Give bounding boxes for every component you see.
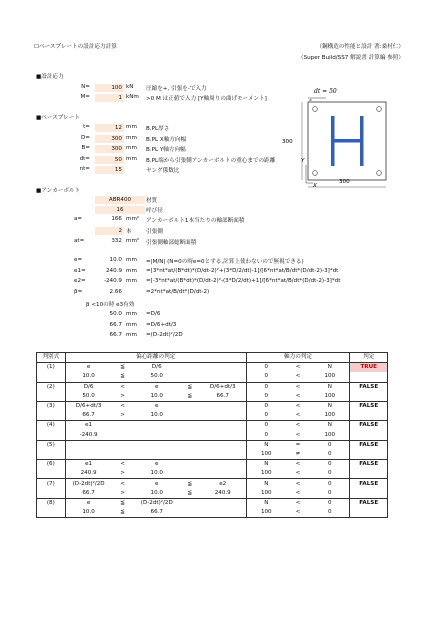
- at-label: at=: [74, 238, 85, 244]
- eccentricity-cell: [180, 431, 200, 441]
- table-row: [37, 401, 388, 411]
- sub-unit: mm: [126, 311, 137, 317]
- row-id-blank: [37, 489, 66, 499]
- eccentricity-cell: [112, 431, 134, 441]
- column-web: [334, 139, 360, 143]
- header-axial: 軸力の判定: [246, 353, 350, 363]
- row-id-blank: [37, 392, 66, 402]
- row-id: (4): [37, 421, 66, 431]
- table-row: [37, 440, 388, 450]
- axial-cell: <: [286, 508, 310, 518]
- axial-cell: 0: [328, 470, 332, 477]
- eccentricity-cell: [200, 363, 246, 373]
- sub-value: 50.0: [109, 311, 122, 317]
- table-row: [37, 363, 388, 373]
- axial-cell: 0: [246, 421, 286, 431]
- eccentricity-cell: e: [134, 479, 180, 489]
- eccentricity-cell: e1: [65, 421, 111, 431]
- table-header-row: [37, 353, 388, 363]
- eccentricity-cell: 66.7: [65, 489, 111, 499]
- axial-cell: 100: [324, 431, 336, 438]
- table-row: [37, 392, 388, 402]
- eccentricity-cell: ≦: [180, 479, 200, 489]
- table-row: [37, 411, 388, 421]
- axial-cell: N: [246, 460, 286, 470]
- result-cell: FALSE: [350, 440, 388, 450]
- row-id: (8): [37, 498, 66, 508]
- result-cell: TRUE: [350, 363, 388, 373]
- axial-cell: 100: [246, 469, 286, 479]
- eccentricity-cell: [180, 440, 200, 450]
- plate-unit: mm: [126, 145, 137, 151]
- eccentricity-cell: e: [134, 401, 180, 411]
- result-cell: FALSE: [350, 460, 388, 470]
- eccentricity-cell: [180, 508, 200, 518]
- dt-label: dt = 50: [314, 88, 337, 95]
- x-axis-label: X: [313, 183, 317, 189]
- bolt-count-desc: 引張側: [146, 229, 163, 235]
- force-unit: kNm: [126, 94, 139, 100]
- eccentricity-cell: e: [134, 460, 180, 470]
- axial-cell: <: [295, 373, 301, 380]
- column-flange-right: [360, 116, 364, 166]
- row-id: (6): [37, 460, 66, 470]
- eccentricity-cell: >: [120, 489, 125, 496]
- eccentricity-cell: >: [120, 392, 125, 399]
- plate-value-field[interactable]: 15: [95, 166, 124, 174]
- axial-cell: N: [246, 498, 286, 508]
- calc-value: 2.66: [109, 288, 122, 295]
- header-formula: 判別式: [37, 353, 66, 363]
- calc-label: β=: [74, 288, 83, 295]
- result-blank: [350, 431, 388, 441]
- eccentricity-cell: e2: [200, 479, 246, 489]
- axial-cell: <: [286, 382, 310, 392]
- eccentricity-cell: [65, 440, 111, 450]
- a-desc: アンカーボルト1本当たりの軸部断面積: [146, 218, 245, 224]
- bolt-count-unit: 本: [126, 229, 132, 235]
- a-unit: mm²: [126, 216, 140, 222]
- eccentricity-cell: [180, 421, 200, 431]
- table-row: [37, 498, 388, 508]
- axial-cell: 0: [246, 363, 286, 373]
- axial-cell: 100: [324, 412, 336, 419]
- plate-value-field[interactable]: 300: [95, 145, 124, 153]
- eccentricity-cell: [180, 450, 200, 460]
- plate-value-field[interactable]: 50: [95, 156, 124, 164]
- eccentricity-cell: [180, 469, 200, 479]
- plate-desc: B.PL Y軸方向幅: [146, 147, 186, 153]
- result-blank: [350, 489, 388, 499]
- axial-cell: 0: [310, 508, 350, 518]
- eccentricity-cell: e1: [65, 460, 111, 470]
- result-cell: FALSE: [350, 382, 388, 392]
- force-value-field[interactable]: 1: [95, 94, 124, 102]
- eccentricity-cell: <: [112, 401, 134, 411]
- plate-label: dt=: [79, 155, 90, 162]
- eccentricity-cell: [134, 421, 180, 431]
- at-value: 332: [111, 238, 122, 244]
- eccentricity-cell: <: [112, 382, 134, 392]
- eccentricity-cell: [112, 440, 134, 450]
- axial-cell: <: [286, 498, 310, 508]
- axial-cell: N: [246, 440, 286, 450]
- plate-unit: mm: [126, 124, 137, 130]
- result-blank: [350, 508, 388, 518]
- row-id-blank: [37, 469, 66, 479]
- axial-cell: 0: [310, 498, 350, 508]
- axial-cell: 0: [310, 479, 350, 489]
- a-label: a=: [74, 216, 83, 222]
- axial-cell: 0: [246, 401, 286, 411]
- plate-value-field[interactable]: 300: [95, 135, 124, 143]
- eccentricity-cell: ≦: [112, 508, 134, 518]
- plate-desc: B.PL X軸方向幅: [146, 136, 187, 143]
- sub-formula: =D/6: [146, 311, 161, 317]
- eccentricity-cell: 240.9: [65, 469, 111, 479]
- axial-cell: 0: [310, 460, 350, 470]
- table-row: [37, 431, 388, 441]
- calc-formula: =2*nt*at/B/dt*(D/dt-2): [146, 288, 210, 295]
- reference-1: （鋼構造の性能と設計 著:桑村仁）: [316, 44, 404, 50]
- axial-cell: 0: [246, 392, 286, 402]
- result-cell: FALSE: [350, 401, 388, 411]
- axial-cell: N: [310, 401, 350, 411]
- axial-cell: 100: [246, 489, 286, 499]
- bottom-dim-label: 300: [339, 179, 350, 185]
- header-result: 判定: [350, 353, 388, 363]
- axial-cell: <: [286, 421, 310, 431]
- eccentricity-cell: 50.0: [150, 373, 163, 380]
- judgement-table: [36, 352, 388, 518]
- header-eccentricity: 偏心距離の判定: [65, 353, 246, 363]
- calc-formula: =[-3*nt*at/(B*dt)*(D/dt-2)²-(3*D/2/dt)+1]/[6*nt*at/B/dt*(D/dt-2)-3]*dt: [146, 278, 341, 284]
- eccentricity-cell: [200, 372, 246, 382]
- plate-unit: mm: [126, 134, 137, 141]
- eccentricity-cell: [134, 440, 180, 450]
- row-id-blank: [37, 372, 66, 382]
- sub-unit: mm: [126, 332, 137, 338]
- at-unit: mm²: [126, 238, 140, 244]
- eccentricity-cell: 10.0: [65, 372, 111, 382]
- section-anchor-bolt: ■アンカーボルト: [36, 188, 81, 194]
- y-axis-label: Y: [301, 158, 305, 164]
- result-blank: [350, 392, 388, 402]
- axial-cell: 0: [246, 411, 286, 421]
- result-cell: FALSE: [350, 421, 388, 431]
- eccentricity-cell: 10.0: [65, 508, 111, 518]
- result-blank: [350, 372, 388, 382]
- axial-cell: 100: [324, 373, 336, 380]
- calc-unit: mm: [126, 257, 137, 263]
- plate-value-field[interactable]: 12: [95, 124, 124, 132]
- eccentricity-cell: [180, 401, 200, 411]
- diameter-field[interactable]: 16: [95, 206, 145, 214]
- axial-cell: 100: [324, 392, 336, 399]
- eccentricity-cell: 66.7: [134, 508, 180, 518]
- eccentricity-cell: 66.7: [65, 411, 111, 421]
- eccentricity-cell: 50.0: [65, 392, 111, 402]
- eccentricity-cell: ≦: [112, 498, 134, 508]
- plate-desc: ヤング係数比: [146, 168, 180, 174]
- eccentricity-cell: D/6: [65, 382, 111, 392]
- force-value-field[interactable]: 100: [95, 84, 124, 92]
- bolt-count-field[interactable]: 2: [95, 227, 124, 235]
- sub-value: 66.7: [109, 332, 122, 338]
- eccentricity-cell: [200, 440, 246, 450]
- eccentricity-cell: D/6+dt/3: [65, 401, 111, 411]
- force-label: M=: [80, 94, 90, 100]
- axial-cell: 0: [246, 382, 286, 392]
- sub-unit: mm: [126, 321, 137, 328]
- plate-label: t=: [83, 124, 90, 130]
- axial-cell: N: [310, 421, 350, 431]
- eccentricity-cell: [180, 498, 200, 508]
- eccentricity-cell: [65, 450, 111, 460]
- eccentricity-cell: [180, 372, 200, 382]
- row-id-blank: [37, 411, 66, 421]
- axial-cell: 0: [328, 489, 332, 496]
- eccentricity-cell: [112, 421, 134, 431]
- sub-formula: =(D-2dt)²/2D: [146, 332, 183, 338]
- at-desc: 引張側軸部総断面積: [146, 240, 197, 246]
- eccentricity-cell: ≦: [120, 373, 125, 380]
- eccentricity-cell: 66.7: [216, 392, 229, 399]
- force-unit: kN: [126, 84, 134, 90]
- table-row: [37, 382, 388, 392]
- table-row: [37, 508, 388, 518]
- eccentricity-cell: [200, 450, 246, 460]
- axial-cell: N: [310, 382, 350, 392]
- row-id: (3): [37, 401, 66, 411]
- eccentricity-cell: 10.0: [150, 412, 163, 419]
- calc-unit: mm: [126, 278, 137, 284]
- side-dim-label: 300: [282, 139, 293, 145]
- diameter-desc: 呼び径: [146, 208, 163, 214]
- axial-cell: 0: [246, 431, 286, 441]
- eccentricity-cell: [200, 469, 246, 479]
- axial-cell: <: [286, 460, 310, 470]
- a-value: 166: [111, 216, 122, 222]
- eccentricity-cell: 10.0: [150, 470, 163, 477]
- eccentricity-cell: [200, 460, 246, 470]
- axial-cell: <: [286, 363, 310, 373]
- calc-label: e2=: [74, 278, 86, 284]
- eccentricity-cell: 10.0: [150, 489, 163, 496]
- axial-cell: 0: [246, 372, 286, 382]
- row-id-blank: [37, 431, 66, 441]
- table-row: [37, 469, 388, 479]
- eccentricity-cell: [200, 421, 246, 431]
- material-desc: 材質: [146, 198, 158, 204]
- calc-label: e=: [74, 257, 83, 263]
- eccentricity-cell: [180, 411, 200, 421]
- result-cell: FALSE: [350, 479, 388, 489]
- axial-cell: 0: [328, 450, 332, 457]
- eccentricity-cell: (D-2dt)²/2D: [65, 479, 111, 489]
- eccentricity-cell: <: [112, 460, 134, 470]
- eccentricity-cell: [200, 508, 246, 518]
- plate-desc: B.PL端から引張側アンカーボルトの重心までの距離: [146, 157, 276, 164]
- calc-value: 10.0: [109, 257, 122, 263]
- axial-cell: N: [310, 363, 350, 373]
- eccentricity-cell: >: [120, 470, 125, 477]
- axial-cell: <: [286, 479, 310, 489]
- row-id: (5): [37, 440, 66, 450]
- material-field[interactable]: ABR400: [95, 196, 145, 204]
- result-blank: [350, 469, 388, 479]
- eccentricity-cell: e: [134, 382, 180, 392]
- calc-value: 240.9: [105, 267, 122, 274]
- row-id: (7): [37, 479, 66, 489]
- sub-value: 66.7: [109, 321, 122, 328]
- force-desc: >0 M は正値で入力 [Y軸周りの曲げモーメント]: [146, 96, 267, 102]
- eccentricity-cell: [200, 431, 246, 441]
- reference-2: （Super Build/SS7 解説書 計算編 参照）: [297, 55, 404, 61]
- calc-label: e1=: [74, 267, 86, 274]
- axial-cell: 100: [246, 450, 286, 460]
- axial-cell: ≠: [295, 450, 301, 457]
- table-row: [37, 450, 388, 460]
- calc-formula: =[3*nt*at/(B*dt)*(D/dt-2)²+(3*D/2/dt)-1]/[6*nt*at/B/dt*(D/dt-2)-3]*dt: [146, 267, 339, 274]
- column-flange-left: [331, 116, 335, 166]
- section-design-force: ■設計応力: [36, 74, 64, 80]
- eccentricity-cell: [200, 498, 246, 508]
- eccentricity-cell: ≦: [180, 382, 200, 392]
- plate-label: D=: [81, 134, 90, 141]
- result-cell: FALSE: [350, 498, 388, 508]
- axial-cell: =: [286, 440, 310, 450]
- table-row: [37, 372, 388, 382]
- eccentricity-cell: [200, 401, 246, 411]
- eccentricity-cell: ≦: [112, 363, 134, 373]
- eccentricity-cell: e: [65, 498, 111, 508]
- plate-label: B=: [81, 145, 90, 151]
- calc-value: -240.9: [103, 278, 122, 284]
- axial-cell: <: [295, 470, 301, 477]
- table-row: [37, 479, 388, 489]
- result-blank: [350, 450, 388, 460]
- row-id: (1): [37, 363, 66, 373]
- eccentricity-cell: [180, 363, 200, 373]
- eccentricity-cell: -240.9: [65, 431, 111, 441]
- axial-cell: <: [286, 401, 310, 411]
- row-id: (2): [37, 382, 66, 392]
- table-row: [37, 460, 388, 470]
- eccentricity-cell: >: [120, 412, 125, 419]
- base-plate-diagram: [280, 80, 410, 195]
- force-label: N=: [81, 84, 90, 90]
- axial-cell: 100: [246, 508, 286, 518]
- row-id-blank: [37, 450, 66, 460]
- eccentricity-cell: [200, 411, 246, 421]
- calc-unit: mm: [126, 267, 137, 274]
- eccentricity-cell: D/6: [134, 363, 180, 373]
- axial-cell: N: [246, 479, 286, 489]
- result-blank: [350, 411, 388, 421]
- eccentricity-cell: 240.9: [214, 489, 231, 496]
- eccentricity-cell: <: [112, 479, 134, 489]
- eccentricity-cell: e: [65, 363, 111, 373]
- page-title: ☐ベースプレートの設計応力計算: [34, 44, 117, 50]
- eccentricity-cell: ≦: [187, 489, 193, 496]
- eccentricity-cell: [134, 431, 180, 441]
- eccentricity-cell: (D-2dt)²/2D: [134, 498, 180, 508]
- row-id-blank: [37, 508, 66, 518]
- dt-small-label: dt: [309, 99, 312, 102]
- beta-note: β <10の時 e3有効: [86, 302, 135, 308]
- plate-unit: mm: [126, 155, 137, 162]
- table-row: [37, 489, 388, 499]
- section-base-plate: ■ベースプレート: [36, 115, 80, 121]
- table-row: [37, 421, 388, 431]
- axial-cell: <: [295, 431, 301, 438]
- plate-label: nt=: [79, 166, 90, 172]
- calc-formula: =|M/N| (N=0の時e=0とする,計算上使わないので無視できる): [146, 259, 304, 265]
- axial-cell: 0: [310, 440, 350, 450]
- eccentricity-cell: 10.0: [150, 392, 163, 399]
- force-desc: 圧縮を+, 引張を-で入力: [146, 86, 207, 92]
- plate-desc: B.PL厚さ: [146, 126, 170, 132]
- eccentricity-cell: [134, 450, 180, 460]
- eccentricity-cell: ≦: [187, 392, 193, 399]
- axial-cell: <: [295, 489, 301, 496]
- eccentricity-cell: [180, 460, 200, 470]
- axial-cell: <: [295, 412, 301, 419]
- axial-cell: <: [295, 392, 301, 399]
- eccentricity-cell: [112, 450, 134, 460]
- eccentricity-cell: D/6+dt/3: [200, 382, 246, 392]
- sub-formula: =D/6+dt/3: [146, 321, 177, 328]
